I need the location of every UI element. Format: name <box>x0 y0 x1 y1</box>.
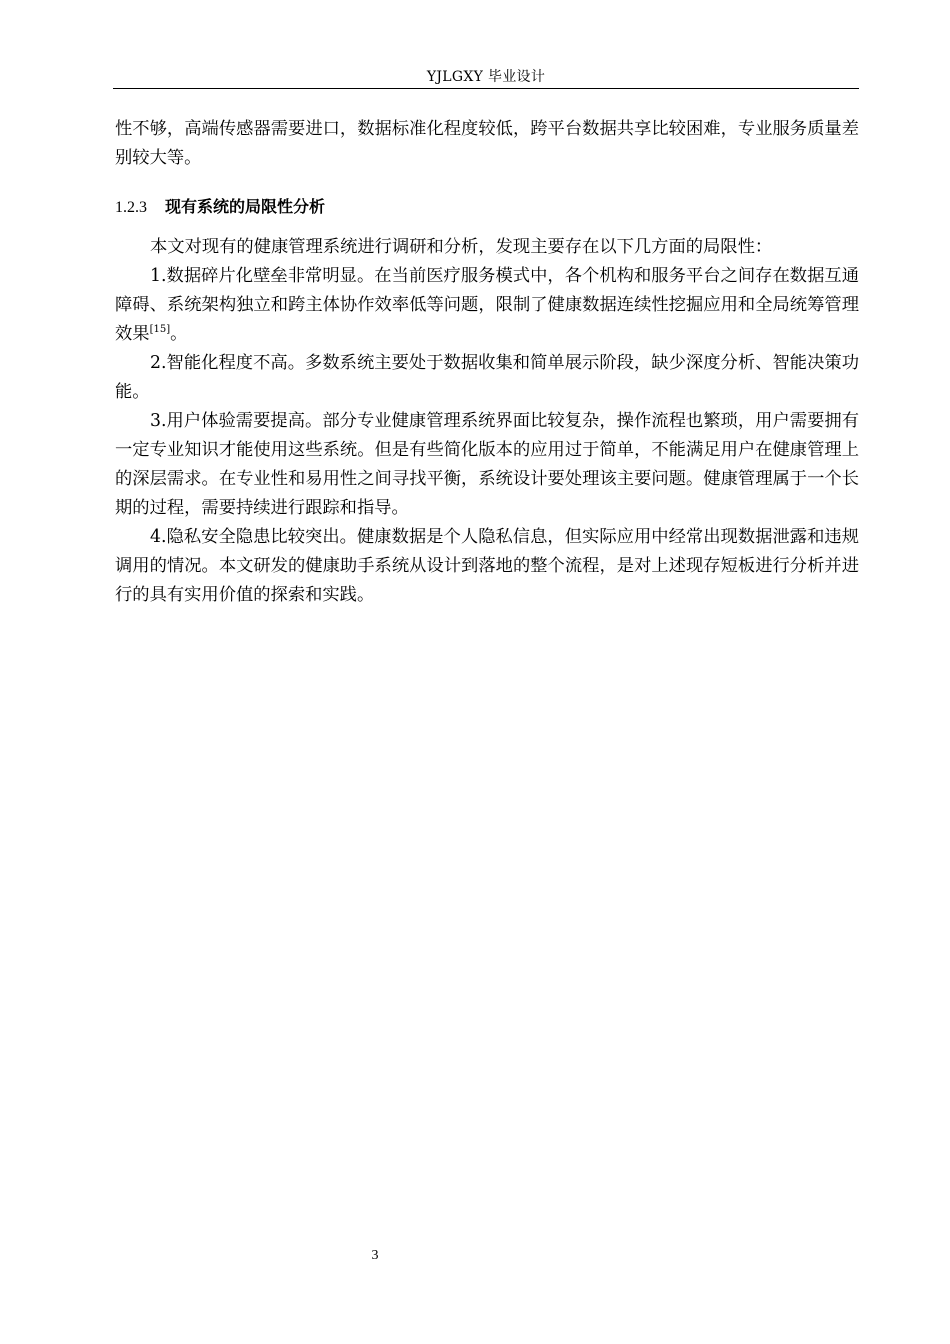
continuation-paragraph: 性不够，高端传感器需要进口，数据标准化程度较低，跨平台数据共享比较困难，专业服务质量差别较大等。 <box>115 119 859 168</box>
section-title: 现有系统的局限性分析 <box>165 197 326 216</box>
section-heading <box>115 196 859 219</box>
limitation-item-1-text: 1.数据碎片化壁垒非常明显。在当前医疗服务模式中，各个机构和服务平台之间存在数据互通障碍、系统架构独立和跨主体协作效率低等问题，限制了健康数据连续性挖掘应用和全局统筹管理效果 <box>115 266 859 344</box>
limitation-item-1 <box>115 262 859 349</box>
limitation-item-4: 4.隐私安全隐患比较突出。健康数据是个人隐私信息，但实际应用中经常出现数据泄露和违规调用的情况。本文研发的健康助手系统从设计到落地的整个流程，是对上述现存短板进行分析并进行的具有实用价值的探索和实践。 <box>115 527 859 605</box>
page-content <box>115 115 859 610</box>
page-header <box>113 66 859 89</box>
citation-reference: [15] <box>149 324 171 336</box>
header-title: YJLGXY 毕业设计 <box>426 69 546 85</box>
limitation-item-2: 2.智能化程度不高。多数系统主要处于数据收集和简单展示阶段，缺少深度分析、智能决策功能。 <box>115 353 859 402</box>
page-number: 3 <box>371 1248 379 1263</box>
intro-paragraph: 本文对现有的健康管理系统进行调研和分析，发现主要存在以下几方面的局限性： <box>150 237 773 257</box>
limitation-item-1-end: 。 <box>170 324 188 344</box>
limitation-item-3: 3.用户体验需要提高。部分专业健康管理系统界面比较复杂，操作流程也繁琐，用户需要拥有一定专业知识才能使用这些系统。但是有些简化版本的应用过于简单，不能满足用户在健康管理上的深层需求。在专业性和易用性之间寻找平衡，系统设计要处理该主要问题。健康管理属于一个长期的过程，需要持续进行跟踪和指导。 <box>115 411 859 518</box>
section-number: 1.2.3 <box>115 199 147 216</box>
